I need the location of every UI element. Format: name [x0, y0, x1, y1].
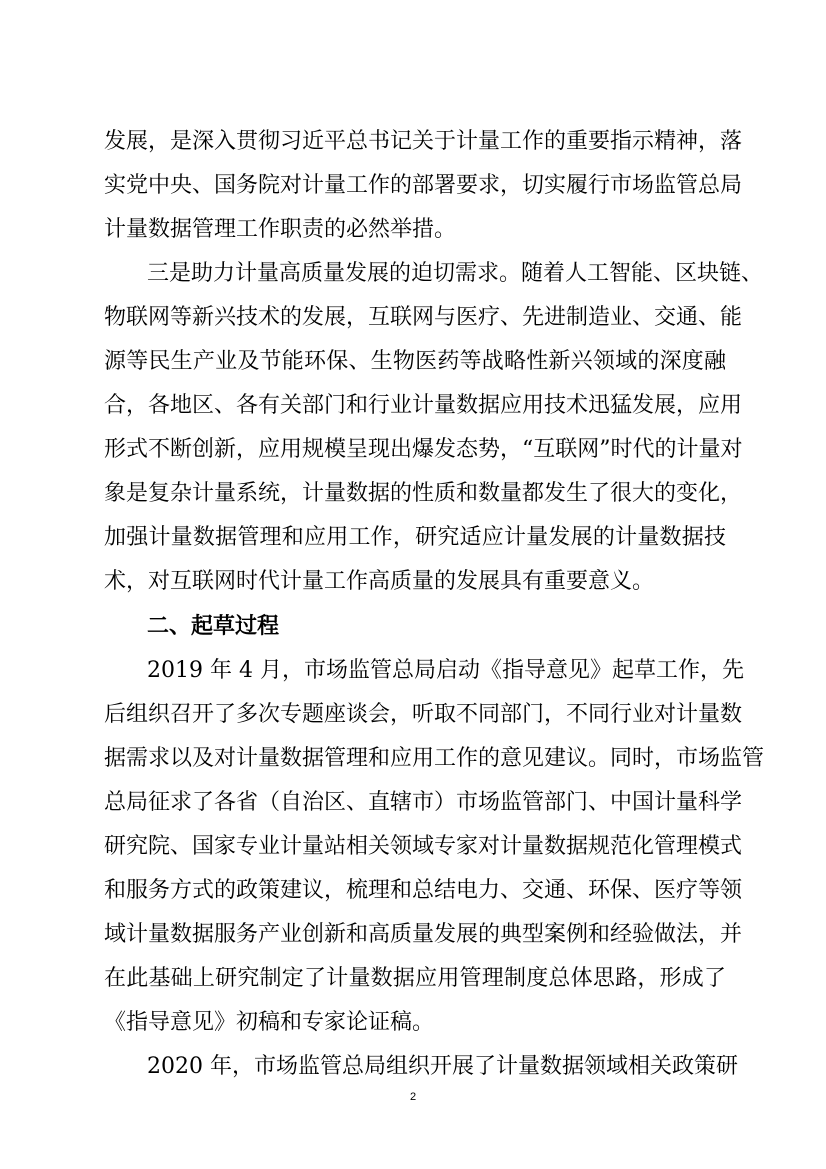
paragraph-line: 物联网等新兴技术的发展，互联网与医疗、先进制造业、交通、能: [104, 305, 743, 330]
paragraph-line: 计量数据管理工作职责的必然举措。: [104, 217, 457, 242]
paragraph-line: 三是助力计量高质量发展的迫切需求。随着人工智能、区块链、: [147, 261, 764, 286]
paragraph-line: 发展，是深入贯彻习近平总书记关于计量工作的重要指示精神，落: [104, 129, 743, 154]
paragraph-line: 源等民生产业及节能环保、生物医药等战略性新兴领域的深度融: [104, 349, 726, 374]
paragraph-line: 合，各地区、各有关部门和行业计量数据应用技术迅猛发展，应用: [104, 393, 743, 418]
paragraph-line: 2019 年 4 月，市场监管总局启动《指导意见》起草工作，先: [147, 658, 744, 683]
section-heading: 二、起草过程: [147, 614, 280, 639]
paragraph-line: 术，对互联网时代计量工作高质量的发展具有重要意义。: [104, 569, 655, 594]
page-number: 2: [409, 1091, 417, 1103]
paragraph-line: 形式不断创新，应用规模呈现出爆发态势，“互联网”时代的计量对: [104, 437, 743, 462]
paragraph-line: 加强计量数据管理和应用工作，研究适应计量发展的计量数据技: [104, 525, 726, 550]
paragraph-line: 据需求以及对计量数据管理和应用工作的意见建议。同时，市场监管: [104, 746, 765, 771]
paragraph-line: 域计量数据服务产业创新和高质量发展的典型案例和经验做法，并: [104, 922, 743, 947]
paragraph-line: 在此基础上研究制定了计量数据应用管理制度总体思路，形成了: [104, 966, 726, 991]
paragraph-line: 后组织召开了多次专题座谈会，听取不同部门，不同行业对计量数: [104, 702, 743, 727]
paragraph-line: 实党中央、国务院对计量工作的部署要求，切实履行市场监管总局: [104, 173, 743, 198]
paragraph-line: 2020 年，市场监管总局组织开展了计量数据领域相关政策研: [147, 1054, 738, 1079]
paragraph-line: 研究院、国家专业计量站相关领域专家对计量数据规范化管理模式: [104, 834, 743, 859]
paragraph-line: 总局征求了各省（自治区、直辖市）市场监管部门、中国计量科学: [104, 790, 743, 815]
paragraph-line: 象是复杂计量系统，计量数据的性质和数量都发生了很大的变化，: [104, 481, 743, 506]
paragraph-line: 和服务方式的政策建议，梳理和总结电力、交通、环保、医疗等领: [104, 878, 743, 903]
paragraph-line: 《指导意见》初稿和专家论证稿。: [104, 1010, 435, 1035]
